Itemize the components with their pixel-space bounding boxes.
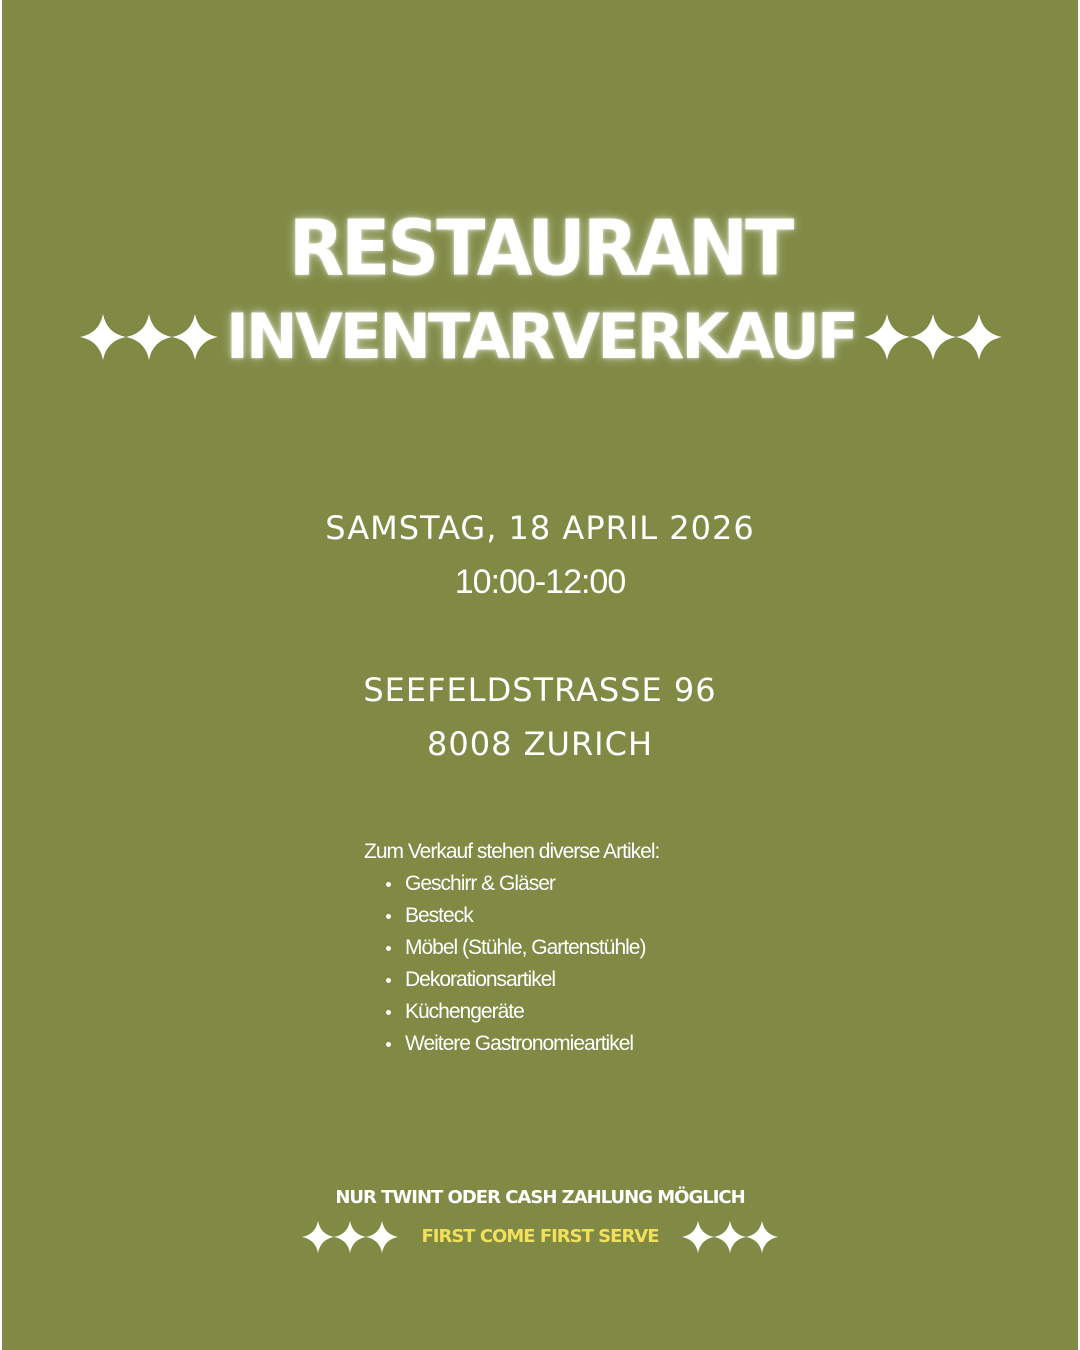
sparkle-group-left	[80, 314, 218, 360]
title-inventarverkauf: INVENTARVERKAUF	[225, 300, 857, 373]
title-inventarverkauf-row	[76, 300, 1006, 374]
list-item: Besteck	[364, 900, 784, 932]
sparkle-icon	[956, 314, 1002, 360]
items-section	[364, 836, 784, 1060]
event-time: 10:00-12:00	[454, 563, 626, 601]
list-item: Küchengeräte	[364, 996, 784, 1028]
sparkle-icon	[366, 1221, 398, 1253]
sparkle-icon	[864, 314, 910, 360]
event-date: SAMSTAG, 18 APRIL 2026	[325, 509, 755, 547]
sparkle-group-bottom-right	[682, 1221, 778, 1253]
list-item: Dekorationsartikel	[364, 964, 784, 996]
sparkle-icon	[682, 1221, 714, 1253]
items-intro: Zum Verkauf stehen diverse Artikel:	[364, 840, 660, 863]
sparkle-icon	[80, 314, 126, 360]
sparkle-icon	[714, 1221, 746, 1253]
sparkle-icon	[334, 1221, 366, 1253]
items-list	[364, 868, 784, 1060]
payment-note: NUR TWINT ODER CASH ZAHLUNG MÖGLICH	[335, 1187, 745, 1208]
address-city: 8008 ZURICH	[426, 725, 654, 763]
first-come-first-serve: FIRST COME FIRST SERVE	[421, 1226, 659, 1247]
sparkle-group-right	[864, 314, 1002, 360]
sparkle-icon	[172, 314, 218, 360]
sparkle-group-bottom-left	[302, 1221, 398, 1253]
event-poster	[2, 0, 1078, 1350]
serve-row	[302, 1220, 778, 1254]
list-item: Möbel (Stühle, Gartenstühle)	[364, 932, 784, 964]
address-street: SEEFELDSTRASSE 96	[363, 671, 717, 709]
sparkle-icon	[746, 1221, 778, 1253]
list-item: Geschirr & Gläser	[364, 868, 784, 900]
list-item: Weitere Gastronomieartikel	[364, 1028, 784, 1060]
title-restaurant: RESTAURANT	[288, 203, 792, 293]
sparkle-icon	[126, 314, 172, 360]
sparkle-icon	[910, 314, 956, 360]
sparkle-icon	[302, 1221, 334, 1253]
